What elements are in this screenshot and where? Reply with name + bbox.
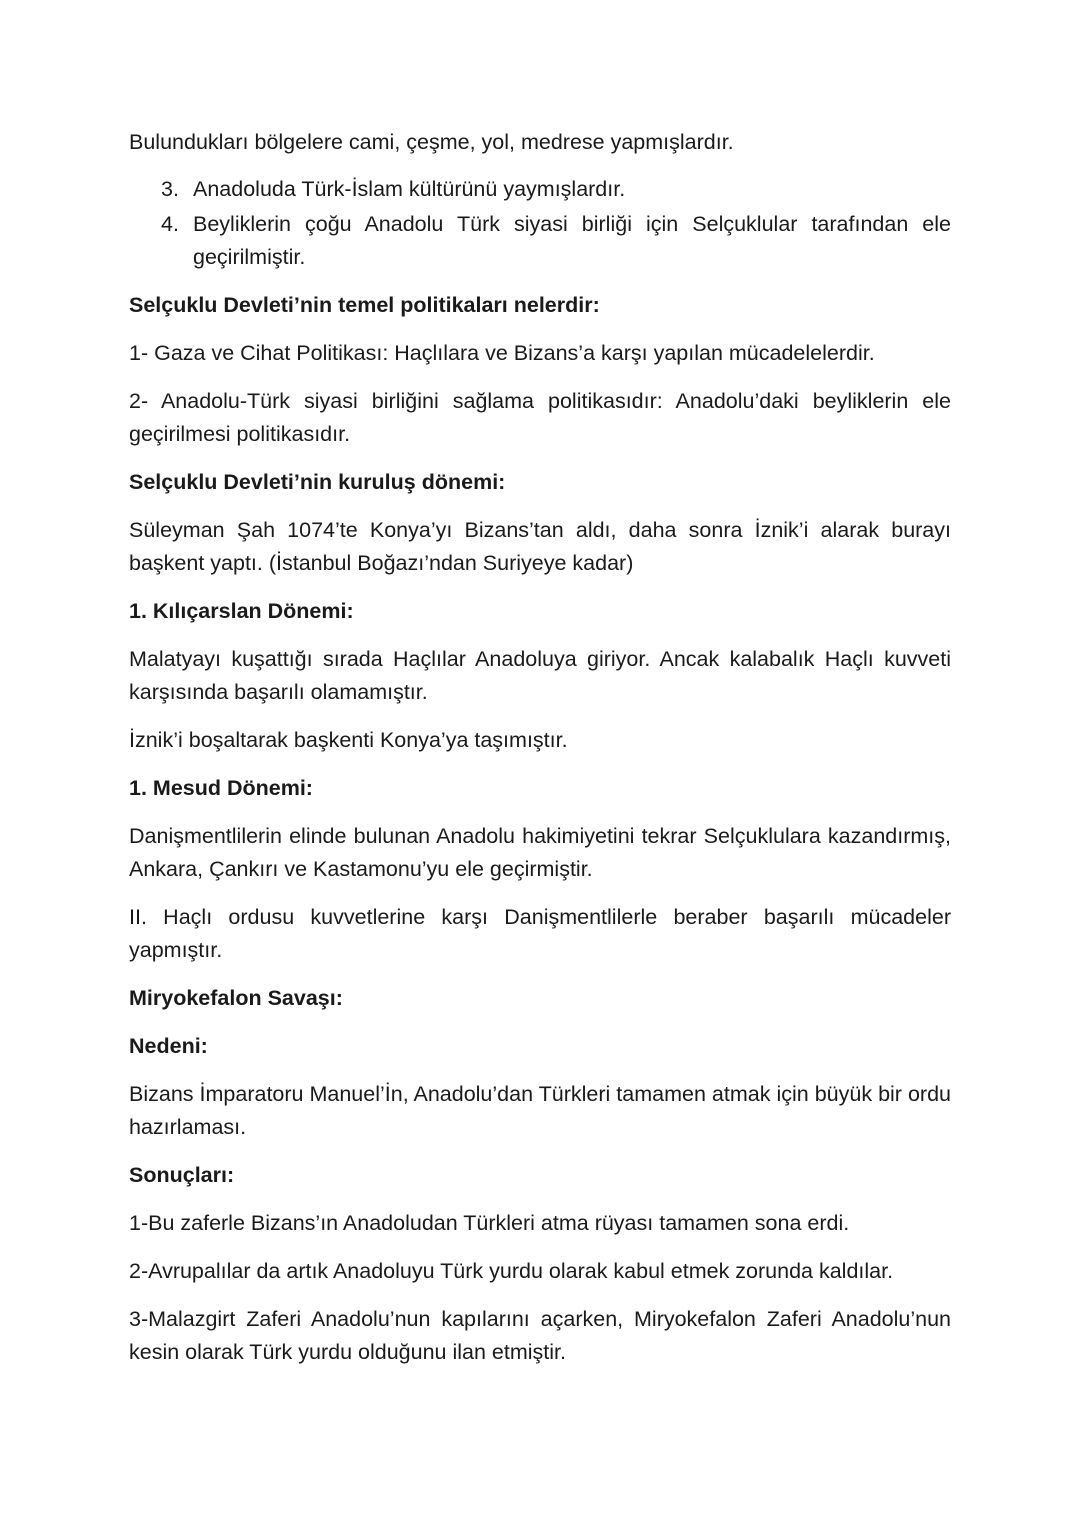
list-item xyxy=(129,173,951,206)
document-page xyxy=(129,126,951,1384)
mesud-heading: 1. Mesud Dönemi: xyxy=(129,776,313,800)
mesud-paragraph-2: II. Haçlı ordusu kuvvetlerine karşı Danişmentlilerle beraber başarılı mücadeler yapmıştır. xyxy=(129,905,951,962)
intro-paragraph: Bulundukları bölgelere cami, çeşme, yol, medrese yapmışlardır. xyxy=(129,130,734,154)
kilicarslan-paragraph-1: Malatyayı kuşattığı sırada Haçlılar Anadoluya giriyor. Ancak kalabalık Haçlı kuvveti karşısında başarılı olamamıştır. xyxy=(129,647,951,704)
result-paragraph-3: 3-Malazgirt Zaferi Anadolu’nun kapılarını açarken, Miryokefalon Zaferi Anadolu’nun kesin olarak Türk yurdu olduğunu ilan etmiştir. xyxy=(129,1307,951,1364)
politics-paragraph-2: 2- Anadolu-Türk siyasi birliğini sağlama politikasıdır: Anadolu’daki beyliklerin ele geçirilmesi politikasıdır. xyxy=(129,389,951,446)
founding-heading: Selçuklu Devleti’nin kuruluş dönemi: xyxy=(129,470,506,494)
miryokefalon-heading: Miryokefalon Savaşı: xyxy=(129,986,343,1010)
politics-heading: Selçuklu Devleti’nin temel politikaları nelerdir: xyxy=(129,293,600,317)
result-paragraph-2: 2-Avrupalılar da artık Anadoluyu Türk yurdu olarak kabul etmek zorunda kaldılar. xyxy=(129,1259,894,1283)
result-paragraph-1: 1-Bu zaferle Bizans’ın Anadoludan Türkleri atma rüyası tamamen sona erdi. xyxy=(129,1211,850,1235)
politics-paragraph-1: 1- Gaza ve Cihat Politikası: Haçlılara ve Bizans’a karşı yapılan mücadelelerdir. xyxy=(129,341,875,365)
founding-paragraph: Süleyman Şah 1074’te Konya’yı Bizans’tan aldı, daha sonra İznik’i alarak burayı başkent yaptı. (İstanbul Boğazı’ndan Suriyeye kadar) xyxy=(129,518,951,575)
intro-list xyxy=(129,173,951,274)
cause-paragraph: Bizans İmparatoru Manuel’İn, Anadolu’dan Türkleri tamamen atmak için büyük bir ordu hazırlaması. xyxy=(129,1082,951,1139)
list-item-number: 3. xyxy=(161,177,179,201)
list-item-text: Beyliklerin çoğu Anadolu Türk siyasi birliği için Selçuklular tarafından ele geçirilmiştir. xyxy=(193,212,951,269)
results-heading: Sonuçları: xyxy=(129,1163,235,1187)
list-item xyxy=(129,208,951,274)
cause-heading: Nedeni: xyxy=(129,1034,208,1058)
list-item-number: 4. xyxy=(161,212,179,236)
list-item-text: Anadoluda Türk-İslam kültürünü yaymışlardır. xyxy=(193,177,626,201)
kilicarslan-paragraph-2: İznik’i boşaltarak başkenti Konya’ya taşımıştır. xyxy=(129,728,568,752)
kilicarslan-heading: 1. Kılıçarslan Dönemi: xyxy=(129,599,354,623)
mesud-paragraph-1: Danişmentlilerin elinde bulunan Anadolu hakimiyetini tekrar Selçuklulara kazandırmış, Ankara, Çankırı ve Kastamonu’yu ele geçirmiştir. xyxy=(129,824,951,881)
